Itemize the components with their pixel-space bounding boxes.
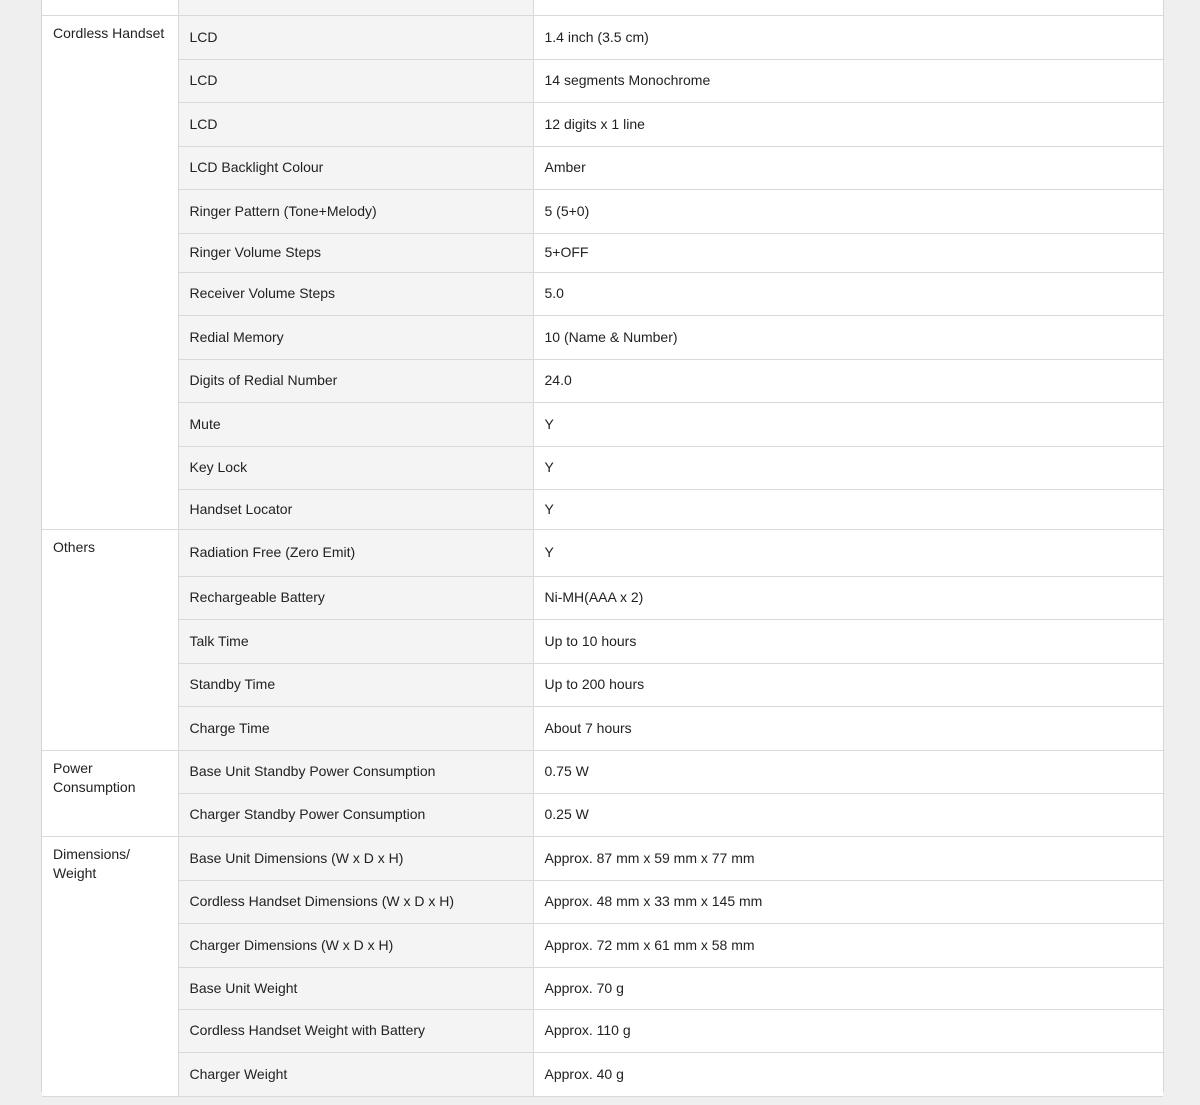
spec-item-value: 14 segments Monochrome bbox=[533, 59, 1163, 102]
spec-item-value: 0.25 W bbox=[533, 793, 1163, 836]
spec-item-value: Amber bbox=[533, 146, 1163, 189]
spec-row bbox=[42, 836, 1163, 880]
spec-item-value: 5+OFF bbox=[533, 233, 1163, 272]
spec-item-value: About 7 hours bbox=[533, 706, 1163, 750]
spec-item-value: 12 digits x 1 line bbox=[533, 102, 1163, 146]
spec-row bbox=[42, 880, 1163, 923]
spec-item-value: 0.75 W bbox=[533, 750, 1163, 793]
spec-item-label: Mute bbox=[178, 402, 533, 446]
spec-item-value: 10 (Name & Number) bbox=[533, 315, 1163, 359]
spec-row bbox=[42, 146, 1163, 189]
spec-category: Dimensions/ Weight bbox=[42, 836, 178, 1096]
spec-category: Others bbox=[42, 529, 178, 750]
spec-item-label: Base Unit Dimensions (W x D x H) bbox=[178, 836, 533, 880]
spec-item-value: Approx. 48 mm x 33 mm x 145 mm bbox=[533, 880, 1163, 923]
spec-category: Power Consumption bbox=[42, 750, 178, 836]
spec-item-value: 5 (5+0) bbox=[533, 189, 1163, 233]
spec-item-value: Approx. 70 g bbox=[533, 967, 1163, 1009]
spec-item-label: Ringer Volume Steps bbox=[178, 233, 533, 272]
spec-row bbox=[42, 1009, 1163, 1052]
spec-item-label: LCD Backlight Colour bbox=[178, 146, 533, 189]
spec-item-value: Up to 10 hours bbox=[533, 619, 1163, 663]
spec-item-label: Charger Standby Power Consumption bbox=[178, 793, 533, 836]
spec-table bbox=[42, 0, 1163, 1097]
spec-item-value: 24.0 bbox=[533, 359, 1163, 402]
spec-category: Cordless Handset bbox=[42, 15, 178, 529]
spec-item-value: Up to 200 hours bbox=[533, 663, 1163, 706]
spec-item-value: Y bbox=[533, 446, 1163, 489]
spec-row bbox=[42, 663, 1163, 706]
spec-row bbox=[42, 619, 1163, 663]
spec-item-label: Key Lock bbox=[178, 446, 533, 489]
spec-table-container bbox=[41, 0, 1164, 1092]
spec-item-value: Approx. 40 g bbox=[533, 1052, 1163, 1096]
spec-item-label: Charger Weight bbox=[178, 1052, 533, 1096]
spec-item-label: LCD bbox=[178, 102, 533, 146]
spec-row bbox=[42, 750, 1163, 793]
spec-row bbox=[42, 102, 1163, 146]
spec-table-body bbox=[42, 0, 1163, 1096]
spec-row bbox=[42, 0, 1163, 15]
spec-row bbox=[42, 402, 1163, 446]
spec-row bbox=[42, 923, 1163, 967]
spec-item-label: Radiation Free (Zero Emit) bbox=[178, 529, 533, 576]
spec-row bbox=[42, 59, 1163, 102]
spec-item-value bbox=[533, 0, 1163, 15]
spec-item-value: Y bbox=[533, 489, 1163, 529]
spec-row bbox=[42, 446, 1163, 489]
spec-item-label: Base Unit Weight bbox=[178, 967, 533, 1009]
spec-item-label: Cordless Handset Weight with Battery bbox=[178, 1009, 533, 1052]
spec-category bbox=[42, 0, 178, 15]
spec-item-label: Charger Dimensions (W x D x H) bbox=[178, 923, 533, 967]
spec-item-label: Handset Locator bbox=[178, 489, 533, 529]
spec-item-label: Cordless Handset Dimensions (W x D x H) bbox=[178, 880, 533, 923]
spec-row bbox=[42, 529, 1163, 576]
spec-item-value: 5.0 bbox=[533, 272, 1163, 315]
spec-item-label: Standby Time bbox=[178, 663, 533, 706]
spec-item-label: Rechargeable Battery bbox=[178, 576, 533, 619]
spec-item-label: Talk Time bbox=[178, 619, 533, 663]
spec-item-label: Redial Memory bbox=[178, 315, 533, 359]
spec-row bbox=[42, 359, 1163, 402]
spec-item-label: Digits of Redial Number bbox=[178, 359, 533, 402]
spec-item-label bbox=[178, 0, 533, 15]
spec-item-value: Approx. 110 g bbox=[533, 1009, 1163, 1052]
spec-item-value: Approx. 72 mm x 61 mm x 58 mm bbox=[533, 923, 1163, 967]
spec-row bbox=[42, 272, 1163, 315]
spec-row bbox=[42, 576, 1163, 619]
spec-item-value: 1.4 inch (3.5 cm) bbox=[533, 15, 1163, 59]
spec-row bbox=[42, 15, 1163, 59]
spec-item-value: Ni-MH(AAA x 2) bbox=[533, 576, 1163, 619]
spec-item-label: Receiver Volume Steps bbox=[178, 272, 533, 315]
spec-item-value: Y bbox=[533, 402, 1163, 446]
spec-row bbox=[42, 793, 1163, 836]
spec-item-value: Approx. 87 mm x 59 mm x 77 mm bbox=[533, 836, 1163, 880]
spec-item-value: Y bbox=[533, 529, 1163, 576]
spec-item-label: Charge Time bbox=[178, 706, 533, 750]
spec-row bbox=[42, 189, 1163, 233]
spec-row bbox=[42, 1052, 1163, 1096]
spec-row bbox=[42, 967, 1163, 1009]
spec-row bbox=[42, 489, 1163, 529]
spec-item-label: Ringer Pattern (Tone+Melody) bbox=[178, 189, 533, 233]
spec-row bbox=[42, 315, 1163, 359]
spec-item-label: Base Unit Standby Power Consumption bbox=[178, 750, 533, 793]
spec-row bbox=[42, 706, 1163, 750]
spec-item-label: LCD bbox=[178, 59, 533, 102]
spec-item-label: LCD bbox=[178, 15, 533, 59]
spec-row bbox=[42, 233, 1163, 272]
